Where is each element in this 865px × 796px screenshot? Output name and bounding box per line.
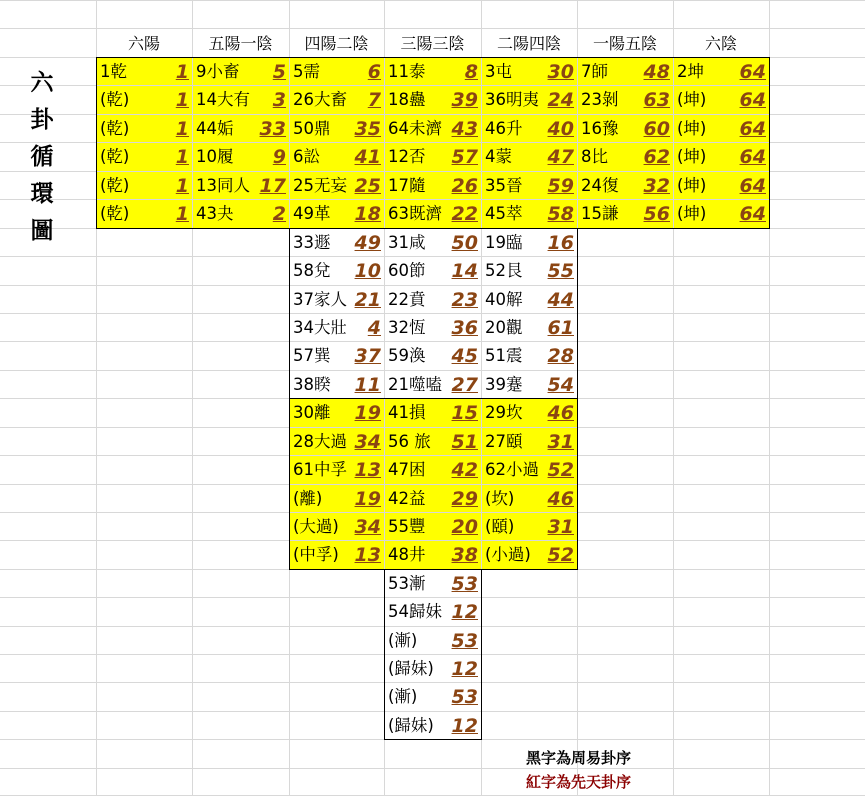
hexagram-name: 12否: [388, 147, 426, 166]
hexagram-cell[interactable]: [290, 229, 384, 256]
hexagram-name: 46升: [485, 119, 523, 138]
xiantian-number: 46: [547, 402, 574, 424]
xiantian-number: 18: [354, 203, 381, 225]
hexagram-name: 44姤: [196, 119, 234, 138]
hexagram-cell[interactable]: [578, 115, 673, 142]
hexagram-cell[interactable]: [290, 58, 384, 85]
header-five-yang-one-yin: 五陽一陰: [208, 34, 273, 53]
hexagram-name: 45萃: [485, 204, 523, 223]
hexagram-cell[interactable]: [674, 86, 769, 114]
xiantian-number: 16: [547, 232, 574, 254]
xiantian-number: 42: [451, 459, 478, 481]
xiantian-number: 19: [354, 488, 381, 510]
hexagram-name: 57巽: [293, 346, 331, 365]
hexagram-cell[interactable]: [578, 86, 673, 114]
hexagram-name: (中孚): [293, 545, 339, 564]
xiantian-number: 64: [739, 203, 766, 225]
xiantian-number: 35: [354, 118, 381, 140]
title-char: 六: [30, 70, 54, 96]
hexagram-cell[interactable]: [674, 58, 769, 85]
header-two-yang-four-yin: 二陽四陰: [496, 34, 561, 53]
hexagram-name: 60節: [388, 261, 426, 280]
xiantian-number: 30: [547, 61, 574, 83]
xiantian-number: 26: [451, 175, 478, 197]
header-three-yang-three-yin: 三陽三陰: [400, 34, 465, 53]
xiantian-number: 38: [451, 544, 478, 566]
xiantian-number: 25: [354, 175, 381, 197]
xiantian-number: 12: [451, 658, 478, 680]
xiantian-number: 53: [451, 573, 478, 595]
hexagram-cell[interactable]: [385, 86, 481, 114]
xiantian-number: 27: [451, 374, 478, 396]
hexagram-name: 27頤: [485, 432, 523, 451]
hexagram-cell[interactable]: [578, 172, 673, 199]
hexagram-name: (頤): [485, 517, 515, 536]
hexagram-cell[interactable]: [97, 115, 192, 142]
hexagram-cell[interactable]: [482, 456, 577, 484]
hexagram-name: (坤): [677, 176, 707, 195]
hexagram-cell[interactable]: [578, 200, 673, 228]
hexagram-name: 26大畜: [293, 90, 347, 109]
xiantian-number: 31: [547, 431, 574, 453]
hexagram-name: (漸): [388, 631, 418, 650]
xiantian-number: 49: [354, 232, 381, 254]
xiantian-number: 46: [547, 488, 574, 510]
grid-line: [0, 768, 865, 769]
hexagram-cell[interactable]: [97, 200, 192, 228]
hexagram-name: 56 旅: [388, 432, 431, 451]
xiantian-number: 50: [451, 232, 478, 254]
xiantian-number: 7: [367, 89, 381, 111]
hexagram-name: 62小過: [485, 460, 539, 479]
hexagram-cell[interactable]: [290, 342, 384, 370]
hexagram-name: 4蒙: [485, 147, 512, 166]
xiantian-number: 55: [547, 260, 574, 282]
title-char: 圖: [30, 218, 54, 244]
hexagram-cell[interactable]: [385, 115, 481, 142]
hexagram-cell[interactable]: [674, 115, 769, 142]
hexagram-cell[interactable]: [482, 541, 577, 569]
xiantian-number: 63: [643, 89, 670, 111]
hexagram-name: 50鼎: [293, 119, 331, 138]
hexagram-name: (歸妹): [388, 659, 434, 678]
xiantian-number: 39: [451, 89, 478, 111]
hexagram-name: 32恆: [388, 318, 426, 337]
hexagram-cell[interactable]: [482, 143, 577, 171]
hexagram-name: 43夬: [196, 204, 234, 223]
hexagram-name: 51震: [485, 346, 523, 365]
hexagram-cell[interactable]: [482, 200, 577, 228]
hexagram-cell[interactable]: [385, 172, 481, 199]
hexagram-cell[interactable]: [385, 683, 481, 711]
hexagram-name: (漸): [388, 687, 418, 706]
hexagram-cell[interactable]: [97, 58, 192, 85]
xiantian-number: 1: [175, 118, 189, 140]
xiantian-number: 23: [451, 289, 478, 311]
hexagram-cell[interactable]: [482, 399, 577, 427]
xiantian-number: 28: [547, 345, 574, 367]
hexagram-name: 7師: [581, 62, 608, 81]
xiantian-number: 17: [259, 175, 286, 197]
xiantian-number: 54: [547, 374, 574, 396]
hexagram-cell[interactable]: [578, 143, 673, 171]
hexagram-name: 2坤: [677, 62, 704, 81]
hexagram-name: 48井: [388, 545, 426, 564]
hexagram-name: (乾): [100, 204, 130, 223]
hexagram-name: 52艮: [485, 261, 523, 280]
hexagram-name: 42益: [388, 489, 426, 508]
hexagram-cell[interactable]: [482, 229, 577, 256]
hexagram-name: 40解: [485, 290, 523, 309]
xiantian-number: 24: [547, 89, 574, 111]
hexagram-name: 22賁: [388, 290, 426, 309]
hexagram-name: (坤): [677, 204, 707, 223]
xiantian-number: 64: [739, 118, 766, 140]
xiantian-number: 1: [175, 203, 189, 225]
xiantian-number: 31: [547, 516, 574, 538]
hexagram-name: (歸妹): [388, 716, 434, 735]
hexagram-name: 61中孚: [293, 460, 347, 479]
hexagram-cell[interactable]: [482, 115, 577, 142]
xiantian-number: 59: [547, 175, 574, 197]
hexagram-cell[interactable]: [482, 314, 577, 341]
hexagram-cell[interactable]: [385, 428, 481, 455]
hexagram-cell[interactable]: [385, 485, 481, 512]
xiantian-number: 1: [175, 89, 189, 111]
hexagram-name: (坤): [677, 90, 707, 109]
grid-line: [0, 0, 865, 1]
hexagram-cell[interactable]: [290, 428, 384, 455]
xiantian-number: 51: [451, 431, 478, 453]
hexagram-cell[interactable]: [385, 627, 481, 654]
hexagram-name: (乾): [100, 90, 130, 109]
hexagram-cell[interactable]: [385, 58, 481, 85]
hexagram-name: 1乾: [100, 62, 127, 81]
hexagram-cell[interactable]: [385, 456, 481, 484]
xiantian-number: 11: [354, 374, 381, 396]
hexagram-name: 8比: [581, 147, 608, 166]
hexagram-name: 37家人: [293, 290, 347, 309]
hexagram-name: (坤): [677, 119, 707, 138]
hexagram-name: 59渙: [388, 346, 426, 365]
hexagram-cell[interactable]: [385, 655, 481, 682]
xiantian-number: 52: [547, 459, 574, 481]
hexagram-cell[interactable]: [97, 143, 192, 171]
hexagram-cell[interactable]: [385, 257, 481, 285]
xiantian-number: 48: [643, 61, 670, 83]
hexagram-name: 38睽: [293, 375, 331, 394]
hexagram-name: 14大有: [196, 90, 250, 109]
hexagram-name: 18蠱: [388, 90, 426, 109]
hexagram-name: 10履: [196, 147, 234, 166]
xiantian-number: 41: [354, 146, 381, 168]
xiantian-number: 36: [451, 317, 478, 339]
hexagram-cell[interactable]: [193, 115, 289, 142]
hexagram-name: 58兌: [293, 261, 331, 280]
hexagram-name: 28大過: [293, 432, 347, 451]
header-six-yin: 六陰: [704, 34, 737, 53]
hexagram-name: 17隨: [388, 176, 426, 195]
hexagram-cell[interactable]: [290, 286, 384, 313]
hexagram-name: (乾): [100, 176, 130, 195]
hexagram-cell[interactable]: [290, 257, 384, 285]
hexagram-cell[interactable]: [674, 172, 769, 199]
hexagram-name: 41損: [388, 403, 426, 422]
title-char: 卦: [30, 107, 54, 133]
hexagram-name: 35晉: [485, 176, 523, 195]
hexagram-name: 16豫: [581, 119, 619, 138]
hexagram-name: 9小畜: [196, 62, 240, 81]
hexagram-name: 36明夷: [485, 90, 539, 109]
hexagram-cell[interactable]: [385, 342, 481, 370]
xiantian-number: 12: [451, 715, 478, 737]
hexagram-cell[interactable]: [482, 428, 577, 455]
hexagram-cell[interactable]: [385, 200, 481, 228]
hexagram-cell[interactable]: [290, 456, 384, 484]
hexagram-name: 19臨: [485, 233, 523, 252]
hexagram-name: 31咸: [388, 233, 426, 252]
hexagram-cell[interactable]: [290, 371, 384, 398]
xiantian-number: 60: [643, 118, 670, 140]
xiantian-number: 12: [451, 601, 478, 623]
xiantian-number: 13: [354, 544, 381, 566]
hexagram-cell[interactable]: [385, 229, 481, 256]
xiantian-number: 53: [451, 630, 478, 652]
hexagram-cell[interactable]: [290, 314, 384, 341]
hexagram-name: 13同人: [196, 176, 250, 195]
hexagram-cell[interactable]: [674, 143, 769, 171]
hexagram-name: 24復: [581, 176, 619, 195]
legend-red-note: 紅字為先天卦序: [526, 773, 632, 791]
hexagram-name: 6訟: [293, 147, 320, 166]
xiantian-number: 15: [451, 402, 478, 424]
hexagram-cell[interactable]: [97, 86, 192, 114]
hexagram-cell[interactable]: [193, 58, 289, 85]
hexagram-cell[interactable]: [97, 172, 192, 199]
hexagram-name: 34大壯: [293, 318, 347, 337]
xiantian-number: 64: [739, 89, 766, 111]
hexagram-cell[interactable]: [290, 485, 384, 512]
hexagram-name: 29坎: [485, 403, 523, 422]
xiantian-number: 53: [451, 686, 478, 708]
xiantian-number: 52: [547, 544, 574, 566]
hexagram-cell[interactable]: [290, 86, 384, 114]
grid-line: [0, 28, 865, 29]
hexagram-name: 63既濟: [388, 204, 442, 223]
hexagram-name: 39蹇: [485, 375, 523, 394]
hexagram-cell[interactable]: [290, 513, 384, 540]
hexagram-cell[interactable]: [385, 314, 481, 341]
xiantian-number: 9: [272, 146, 286, 168]
hexagram-name: 47困: [388, 460, 426, 479]
legend-black-note: 黑字為周易卦序: [526, 749, 632, 767]
hexagram-cell[interactable]: [578, 58, 673, 85]
hexagram-name: 20觀: [485, 318, 523, 337]
xiantian-number: 58: [547, 203, 574, 225]
hexagram-cell[interactable]: [290, 172, 384, 199]
hexagram-cell[interactable]: [193, 86, 289, 114]
hexagram-name: 64未濟: [388, 119, 442, 138]
xiantian-number: 6: [367, 61, 381, 83]
hexagram-name: 33遯: [293, 233, 331, 252]
hexagram-cell[interactable]: [290, 200, 384, 228]
xiantian-number: 61: [547, 317, 574, 339]
hexagram-cell[interactable]: [290, 115, 384, 142]
xiantian-number: 57: [451, 146, 478, 168]
xiantian-number: 1: [175, 146, 189, 168]
xiantian-number: 5: [272, 61, 286, 83]
hexagram-cell[interactable]: [385, 399, 481, 427]
header-one-yang-five-yin: 一陽五陰: [592, 34, 657, 53]
hexagram-name: 5需: [293, 62, 320, 81]
xiantian-number: 29: [451, 488, 478, 510]
xiantian-number: 45: [451, 345, 478, 367]
hexagram-cell[interactable]: [385, 286, 481, 313]
hexagram-cell[interactable]: [385, 570, 481, 597]
xiantian-number: 14: [451, 260, 478, 282]
header-four-yang-two-yin: 四陽二陰: [304, 34, 369, 53]
hexagram-cell[interactable]: [482, 86, 577, 114]
xiantian-number: 2: [272, 203, 286, 225]
xiantian-number: 47: [547, 146, 574, 168]
xiantian-number: 10: [354, 260, 381, 282]
xiantian-number: 64: [739, 175, 766, 197]
hexagram-name: (大過): [293, 517, 339, 536]
xiantian-number: 40: [547, 118, 574, 140]
xiantian-number: 44: [547, 289, 574, 311]
xiantian-number: 20: [451, 516, 478, 538]
hexagram-cell[interactable]: [290, 541, 384, 569]
hexagram-cell[interactable]: [385, 712, 481, 739]
xiantian-number: 22: [451, 203, 478, 225]
hexagram-name: 21噬嗑: [388, 375, 442, 394]
hexagram-cell[interactable]: [193, 143, 289, 171]
hexagram-cell[interactable]: [482, 172, 577, 199]
hexagram-cell[interactable]: [482, 342, 577, 370]
hexagram-name: 54歸妹: [388, 602, 442, 621]
xiantian-number: 3: [272, 89, 286, 111]
hexagram-name: (乾): [100, 147, 130, 166]
xiantian-number: 64: [739, 146, 766, 168]
hexagram-cell[interactable]: [482, 371, 577, 398]
hexagram-name: 23剝: [581, 90, 619, 109]
xiantian-number: 13: [354, 459, 381, 481]
hexagram-cell[interactable]: [385, 143, 481, 171]
hexagram-name: 3屯: [485, 62, 512, 81]
hexagram-cell[interactable]: [482, 513, 577, 540]
xiantian-number: 33: [259, 118, 286, 140]
hexagram-name: 55豐: [388, 517, 426, 536]
xiantian-number: 56: [643, 203, 670, 225]
hexagram-cell[interactable]: [482, 257, 577, 285]
hexagram-cell[interactable]: [385, 513, 481, 540]
header-six-yang: 六陽: [127, 34, 160, 53]
xiantian-number: 62: [643, 146, 670, 168]
hexagram-cell[interactable]: [193, 200, 289, 228]
xiantian-number: 64: [739, 61, 766, 83]
hexagram-name: (坎): [485, 489, 515, 508]
hexagram-cell[interactable]: [290, 143, 384, 171]
hexagram-name: 30離: [293, 403, 331, 422]
hexagram-cell[interactable]: [193, 172, 289, 199]
xiantian-number: 43: [451, 118, 478, 140]
xiantian-number: 32: [643, 175, 670, 197]
hexagram-cell[interactable]: [385, 371, 481, 398]
title-char: 循: [30, 144, 54, 170]
hexagram-name: (乾): [100, 119, 130, 138]
title-char: 環: [30, 181, 54, 207]
hexagram-name: 11泰: [388, 62, 426, 81]
hexagram-cell[interactable]: [482, 286, 577, 313]
xiantian-number: 21: [354, 289, 381, 311]
xiantian-number: 19: [354, 402, 381, 424]
hexagram-cell[interactable]: [482, 485, 577, 512]
xiantian-number: 8: [464, 61, 478, 83]
xiantian-number: 37: [354, 345, 381, 367]
hexagram-name: (小過): [485, 545, 531, 564]
xiantian-number: 34: [354, 431, 381, 453]
hexagram-cell[interactable]: [290, 399, 384, 427]
hexagram-name: (坤): [677, 147, 707, 166]
hexagram-name: (離): [293, 489, 323, 508]
xiantian-number: 4: [367, 317, 381, 339]
hexagram-name: 15謙: [581, 204, 619, 223]
xiantian-number: 34: [354, 516, 381, 538]
xiantian-number: 1: [175, 175, 189, 197]
hexagram-name: 53漸: [388, 574, 426, 593]
xiantian-number: 1: [175, 61, 189, 83]
hexagram-name: 49革: [293, 204, 331, 223]
hexagram-cell[interactable]: [385, 541, 481, 569]
hexagram-cell[interactable]: [674, 200, 769, 228]
hexagram-cell[interactable]: [482, 58, 577, 85]
hexagram-name: 25无妄: [293, 176, 347, 195]
hexagram-cell[interactable]: [385, 598, 481, 626]
